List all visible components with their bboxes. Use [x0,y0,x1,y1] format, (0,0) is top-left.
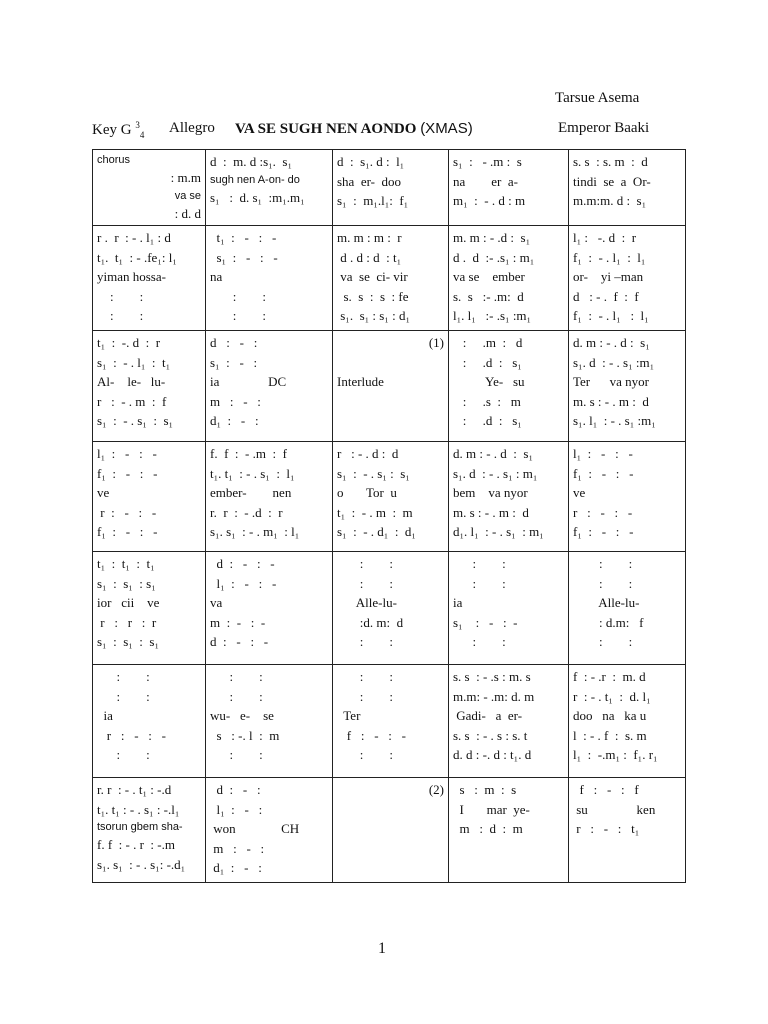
lyric-line: ia DC [210,374,287,389]
solfa-line: d₁ : - : [210,860,262,875]
solfa-line [337,411,444,431]
score-cell [206,226,333,331]
solfa-line: s₁ : - : - [210,249,278,265]
solfa-line: f : - .r : m. d [573,669,646,684]
solfa-line: r. r : - . t₁ : -.d [97,782,172,797]
solfa-line: l₁ : -. d : r [573,230,637,245]
score-cell [206,331,333,442]
lyric-line: bem va nyor [453,485,528,500]
solfa-line: d : m. d :s₁. s₁ [210,154,293,169]
solfa-line: f₁ : - : - [97,524,158,539]
solfa-line: tindi se a Or- [573,173,651,189]
solfa-line: d : - : [210,782,261,797]
solfa-line: l₁. l₁ :- .s₁ :m₁ [453,308,532,323]
score-cell [93,226,206,331]
lyric-line: yiman hossa- [97,269,166,284]
solfa-line: d : - : [210,335,258,350]
solfa-line: m₁ : - . d : m [453,193,526,208]
solfa-line: : : [573,575,633,591]
score-cell [449,552,569,665]
solfa-line: s₁. d : - . s₁ :m₁ [573,354,655,370]
lyric-line: Interlude [337,374,384,389]
solfa-line: s₁ : - . d₁ : d₁ [337,524,416,539]
solfa-line: s₁ : - . l₁ : t₁ [97,354,171,370]
solfa-line: s. s :- .m: d [453,288,524,304]
solfa-line: : : [337,575,393,591]
solfa-line: d : - : - [210,556,275,571]
solfa-line: m. s : - . m : d [573,393,649,409]
score-cell [569,226,686,331]
solfa-line: m. s : - . m : d [453,504,529,520]
score-cell [333,331,449,442]
solfa-line: s₁ : s₁ : s₁ [97,634,159,649]
lyric-line: ia [453,595,463,610]
solfa-line [337,839,444,859]
score-cell [206,778,333,883]
solfa-line [453,858,564,878]
score-cell [569,665,686,778]
solfa-line: : : [210,308,266,323]
solfa-line: m : d : m [453,821,523,836]
solfa-line: : .m : d [453,335,523,350]
lyric-line: su ken [573,801,656,817]
lyric-line: ember- nen [210,485,292,500]
solfa-line: : : [97,747,150,762]
solfa-line: s₁ : - . s₁ : s₁ [97,413,174,428]
page-number: 1 [378,940,386,957]
score-cell [93,552,206,665]
score-cell [333,552,449,665]
solfa-line: d₁ : - : [210,413,259,428]
solfa-line: s : -. l : m [210,727,280,743]
solfa-line: r : - . t₁ : d. l₁ [573,688,651,704]
solfa-line: f : - : - [337,727,406,743]
solfa-line: : : [210,288,266,304]
solfa-line: f₁ : - . l₁ : l₁ [573,249,646,265]
solfa-line: l₁ : - : - [97,446,157,461]
solfa-line: d. d : -. d : t₁. d [453,747,532,762]
score-cell [206,665,333,778]
solfa-line: : : [337,688,393,704]
solfa-line [337,392,444,412]
tempo-marking: Allegro [169,120,215,136]
lyric-line: ia [97,708,113,723]
solfa-line: t₁. t₁ : - . s₁ : l₁ [210,465,295,481]
solfa-line: m : - : [210,840,265,856]
solfa-line: s₁. d : - . s₁ : m₁ [453,465,538,481]
solfa-line: : : [337,747,393,762]
solfa-line [453,839,564,859]
solfa-line: s₁ : s₁ : s₁ [97,575,156,591]
solfa-line: r : - : - [573,504,633,520]
solfa-line: : : [337,634,393,649]
solfa-line: : .s : m [453,393,521,409]
solfa-line: : : [97,688,150,704]
score-cell [93,331,206,442]
solfa-line: r. r : - .d : r [210,504,283,520]
score-cell [449,442,569,552]
solfa-line: t₁ : -. d : r [97,335,161,350]
solfa-line: s : m : s [453,782,517,797]
score-cell [449,150,569,226]
solfa-line: : : [453,634,506,649]
solfa-line: : : [573,556,633,571]
solfa-line: : : [210,747,263,762]
solfa-line: f. f : - .m : f [210,446,287,461]
composer-name: Emperor Baaki [558,120,650,136]
solfa-line: t₁ : t₁ : t₁ [97,556,155,571]
lyric-line: won CH [210,821,300,836]
score-cell [333,665,449,778]
lyric-line: ior cii ve [97,595,160,610]
solfa-line: :d. m: d [337,614,404,630]
score-cell [569,778,686,883]
solfa-line: d : - . f : f [573,288,639,304]
score-cell [333,442,449,552]
solfa-line: t₁ : - . m : m [337,504,413,520]
solfa-line: f₁ : - : - [573,524,634,539]
solfa-line: d . d :- .s₁ : m₁ [453,249,535,265]
score-row [93,552,686,665]
lyric-line: va se ember [453,269,525,284]
lyric-line: I mar ye- [453,801,530,817]
score-cell [569,442,686,552]
lyric-line: Alle-lu- [573,595,640,610]
solfa-line: r : - : - [97,727,166,743]
solfa-line: r : - . m : f [97,393,167,409]
lyric-line: ve [97,485,110,500]
solfa-line: s₁ : d. s₁ :m₁.m₁ [210,189,305,205]
solfa-line: sugh nen A-on- do [210,173,300,186]
solfa-line: s₁. s₁ : - . s₁: -.d₁ [97,856,186,872]
solfa-line: : d. d [174,205,201,221]
score-cell [569,150,686,226]
lyric-line: Ter [337,708,361,723]
solfa-line: d₁. l₁ : - . s₁ : m₁ [453,524,544,539]
solfa-line: : : [453,575,506,591]
score-cell [333,226,449,331]
solfa-line: : : [210,669,263,684]
solfa-line: : : [337,556,393,571]
score-cell [93,665,206,778]
lyric-line: va [210,595,223,610]
solfa-line: : : [97,308,144,323]
score-row [93,331,686,442]
solfa-line: f₁ : - : - [97,465,158,481]
solfa-line: f : - : f [573,782,639,797]
solfa-line [337,858,444,878]
solfa-line: : .d : s₁ [453,354,522,370]
solfa-line: : .d : s₁ [453,413,522,428]
solfa-line: l₁ : -.m₁ : f₁. r₁ [573,747,658,762]
solfa-line: : : [97,669,150,684]
solfa-line: tsorun gbem sha- [97,821,183,833]
solfa-line: : : [97,288,144,304]
lyric-line: Ye- su [453,374,525,389]
solfa-line: m.m:m. d : s₁ [573,193,647,208]
solfa-line: : : [573,634,633,649]
solfa-line: d : s₁. d : l₁ [337,154,405,169]
score-cell [93,778,206,883]
solfa-line: l₁ : - : [210,801,263,817]
solfa-line: s₁ : m₁.l₁: f₁ [337,193,409,208]
score-cell [569,552,686,665]
solfa-line: d : - : - [210,634,269,649]
lyric-line: o Tor u [337,485,397,500]
solfa-line: t₁. t₁ : - . s₁ : -.l₁ [97,801,180,817]
score-cell [93,150,206,226]
score-cell [333,150,449,226]
score-cell [206,552,333,665]
solfa-line: s₁. l₁ : - . s₁ :m₁ [573,413,656,428]
solfa-line [573,839,681,859]
lyric-line: wu- e- se [210,708,274,723]
solfa-line: r : - . d : d [337,446,399,461]
solfa-line: r . r : - . l₁ : d [97,230,171,245]
solfa-line: s. s : - .s : m. s [453,669,531,684]
solfa-line: r : - : - [97,504,157,520]
score-cell [449,331,569,442]
score-cell [93,442,206,552]
solfa-line: s₁ : - : [210,354,258,370]
solfa-line: l₁ : - : - [573,446,633,461]
solfa-line: t₁ : - : - [210,230,277,245]
score-row [93,665,686,778]
author-name: Tarsue Asema [555,90,640,106]
solfa-line: s. s : s. m : d [573,154,648,169]
solfa-line: m. m : m : r [337,230,402,245]
solfa-line: m : - : - [210,614,266,630]
score-cell [449,226,569,331]
solfa-line: s. s : - . s : s. t [453,727,528,743]
solfa-line: na er a- [453,173,518,189]
score-cell [206,150,333,226]
solfa-line: m. m : - .d : s₁ [453,230,531,245]
solfa-line: s₁ : - . s₁ : s₁ [337,465,410,481]
solfa-line: d . d : d : t₁ [337,249,402,265]
solfa-score-table [92,149,686,883]
solfa-line: f₁ : - . l₁ : l₁ [573,308,649,323]
solfa-line: (1) [428,335,444,350]
solfa-line: chorus [97,154,131,166]
lyric-line: na [210,269,223,284]
lyric-line: va se ci- vir [337,269,408,284]
solfa-line: s₁ : - : - [453,614,518,630]
solfa-line: d. m : - . d : s₁ [453,446,534,461]
solfa-line: f₁ : - : - [573,465,634,481]
solfa-line: va se [174,189,201,202]
solfa-line: t₁. t₁ : - .fe₁: l₁ [97,249,177,265]
key-signature: Key G $^3_4$ [92,120,145,140]
solfa-line: : m.m [170,170,201,185]
solfa-line: (2) [428,782,444,797]
lyric-line: Al- le- lu- [97,374,166,389]
lyric-line: or- yi –man [573,269,644,284]
solfa-line: r : r : r [97,614,157,630]
score-cell [449,665,569,778]
lyric-line: Gadi- a er- [453,708,523,723]
solfa-line: f. f : - . r : -.m [97,837,175,852]
lyric-line: Alle-lu- [337,595,397,610]
solfa-line [337,819,444,839]
lyric-line: ve [573,485,586,500]
solfa-line: s₁. s₁ : - . m₁ : l₁ [210,524,300,539]
score-row [93,442,686,552]
score-cell [449,778,569,883]
solfa-line: m : - : [210,393,261,409]
solfa-line [337,353,444,373]
lyric-line: Ter va nyor [573,374,649,389]
solfa-line: : : [210,688,263,704]
solfa-line: l₁ : - : - [210,575,277,591]
solfa-line: : : [337,669,393,684]
solfa-line [573,858,681,878]
solfa-line: s₁. s₁ : s₁ : d₁ [337,308,411,323]
solfa-line: l : - . f : s. m [573,727,647,743]
score-cell [333,778,449,883]
score-row [93,150,686,226]
score-row [93,226,686,331]
solfa-line: r : - : t₁ [573,821,640,836]
lyric-line: doo na ka u [573,708,647,723]
solfa-line: d. m : - . d : s₁ [573,335,650,350]
solfa-line: sha er- doo [337,173,401,189]
solfa-line: m.m: - .m: d. m [453,688,535,704]
solfa-line: s. s : s : fe [337,288,409,304]
solfa-line: : d.m: f [573,614,644,630]
score-cell [569,331,686,442]
solfa-line [337,800,444,820]
score-row [93,778,686,883]
solfa-line: : : [453,556,506,571]
song-title: VA SE SUGH NEN AONDO (XMAS) [235,120,473,137]
solfa-line: s₁ : - .m : s [453,154,522,169]
score-cell [206,442,333,552]
